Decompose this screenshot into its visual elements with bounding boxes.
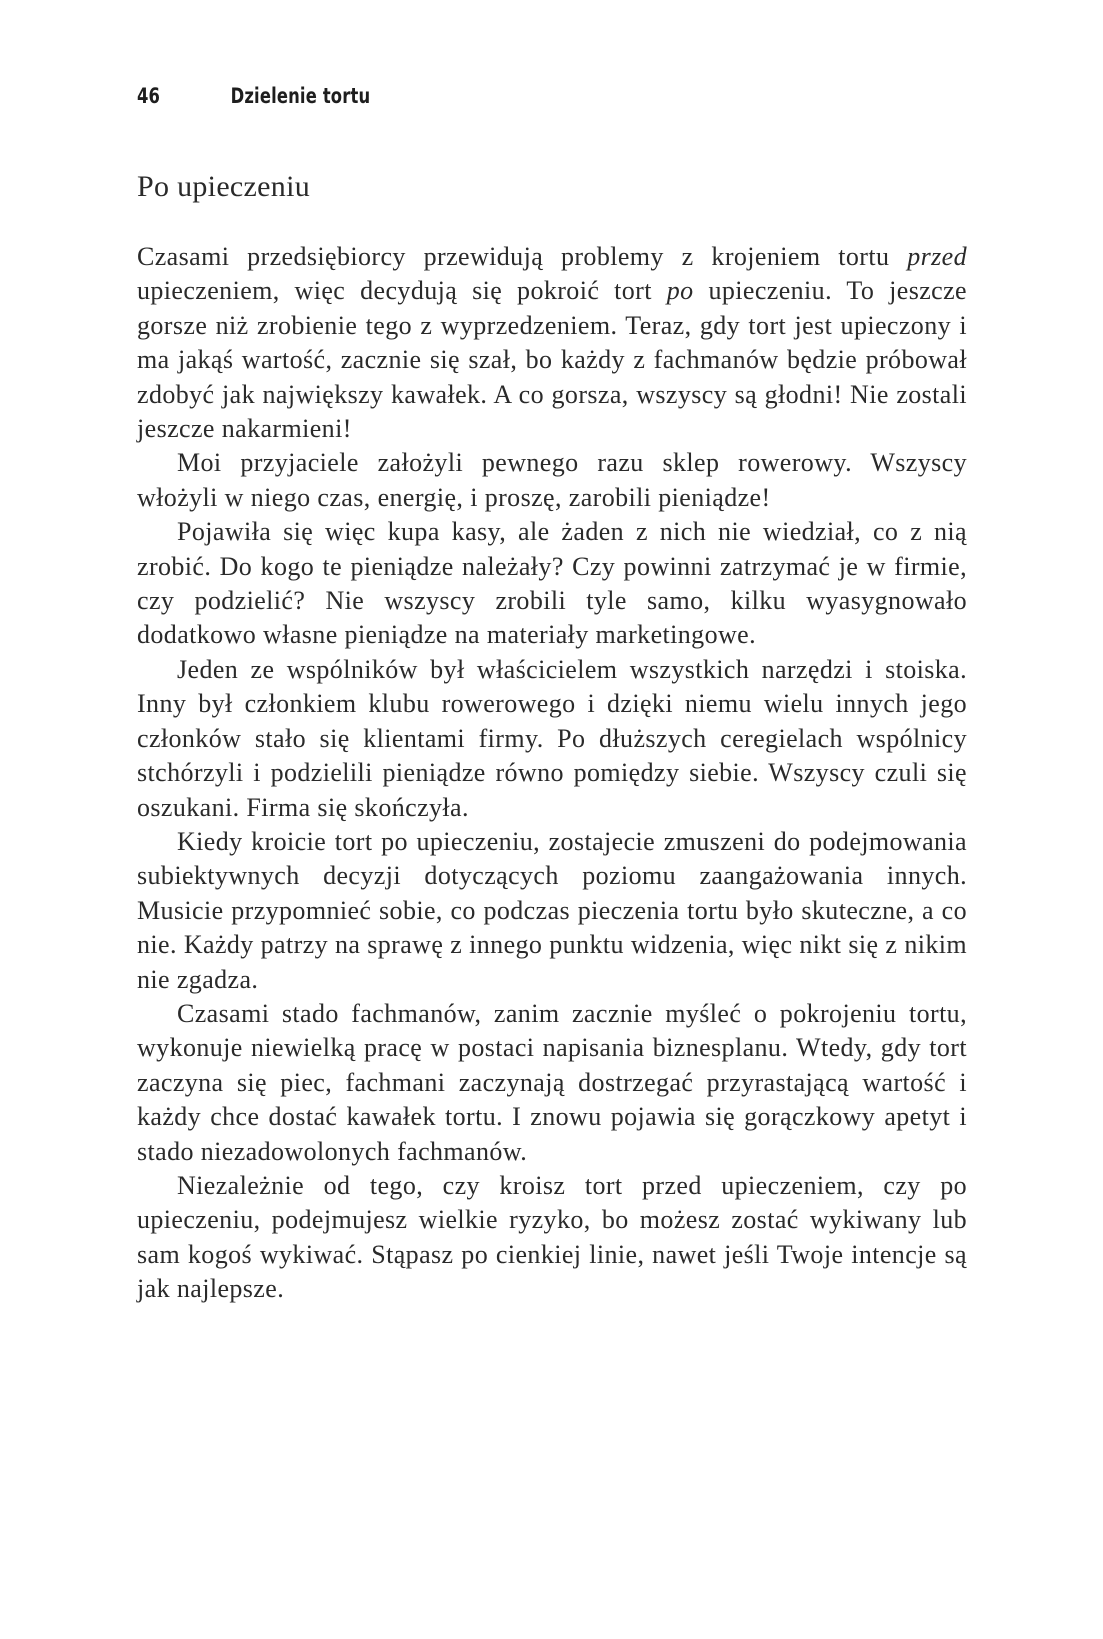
- chapter-title: Dzielenie tortu: [230, 84, 371, 108]
- section-heading: Po upieczeniu: [137, 170, 311, 203]
- emphasis-po: po: [666, 276, 694, 306]
- body-text: [137, 240, 967, 1307]
- paragraph-1-part-a: Czasami przedsiębiorcy przewidują problemy z krojeniem tortu: [137, 242, 908, 271]
- paragraph-1: [137, 240, 967, 446]
- paragraph-6: Czasami stado fachmanów, zanim zacznie myśleć o pokrojeniu tortu, wykonuje niewielką pracę w postaci napisania biznesplanu. Wtedy, gdy tort zaczyna się piec, fachmani zaczynają dostrzegać przyrastającą wartość i każdy chce dostać kawałek tortu. I znowu pojawia się gorączkowy apetyt i stado niezadowolonych fachmanów.: [137, 998, 967, 1166]
- paragraph-1-part-c: upieczeniem, więc decydują się pokroić tort: [137, 276, 667, 306]
- paragraph-1-part-e: upieczeniu. To jeszcze gorsze niż zrobienie tego z wyprzedzeniem. Teraz, gdy tort jest upieczony i ma jakąś wartość, zacznie się szał, bo każdy z fachmanów będzie próbował zdobyć jak największy kawałek. A co gorsza, wszyscy są głodni! Nie zostali jeszcze nakarmieni!: [137, 276, 967, 444]
- emphasis-przed: przed: [907, 242, 967, 271]
- page-number: 46: [137, 84, 161, 108]
- paragraph-4: Jeden ze wspólników był właścicielem wszystkich narzędzi i stoiska. Inny był członkiem klubu rowerowego i dzięki niemu wielu innych jego członków stało się klientami firmy. Po dłuższych ceregielach wspólnicy stchórzyli i podzielili pieniądze równo pomiędzy siebie. Wszyscy czuli się oszukani. Firma się skończyła.: [137, 654, 967, 822]
- paragraph-7: Niezależnie od tego, czy kroisz tort przed upieczeniem, czy po upieczeniu, podejmujesz wielkie ryzyko, bo możesz zostać wykiwany lub sam kogoś wykiwać. Stąpasz po cienkiej linie, nawet jeśli Twoje intencje są jak najlepsze.: [137, 1170, 967, 1304]
- paragraph-5: Kiedy kroicie tort po upieczeniu, zostajecie zmuszeni do podejmowania subiektywnych decyzji dotyczących poziomu zaangażowania innych. Musicie przypomnieć sobie, co podczas pieczenia tortu było skuteczne, a co nie. Każdy patrzy na sprawę z innego punktu widzenia, więc nikt się z nikim nie zgadza.: [137, 826, 967, 994]
- running-head: [137, 84, 370, 108]
- paragraph-2: Moi przyjaciele założyli pewnego razu sklep rowerowy. Wszyscy włożyli w niego czas, energię, i proszę, zarobili pieniądze!: [137, 448, 967, 512]
- paragraph-3: Pojawiła się więc kupa kasy, ale żaden z nich nie wiedział, co z nią zrobić. Do kogo te pieniądze należały? Czy powinni zatrzymać je w firmie, czy podzielić? Nie wszyscy zrobili tyle samo, kilku wyasygnowało dodatkowo własne pieniądze na materiały marketingowe.: [137, 517, 967, 650]
